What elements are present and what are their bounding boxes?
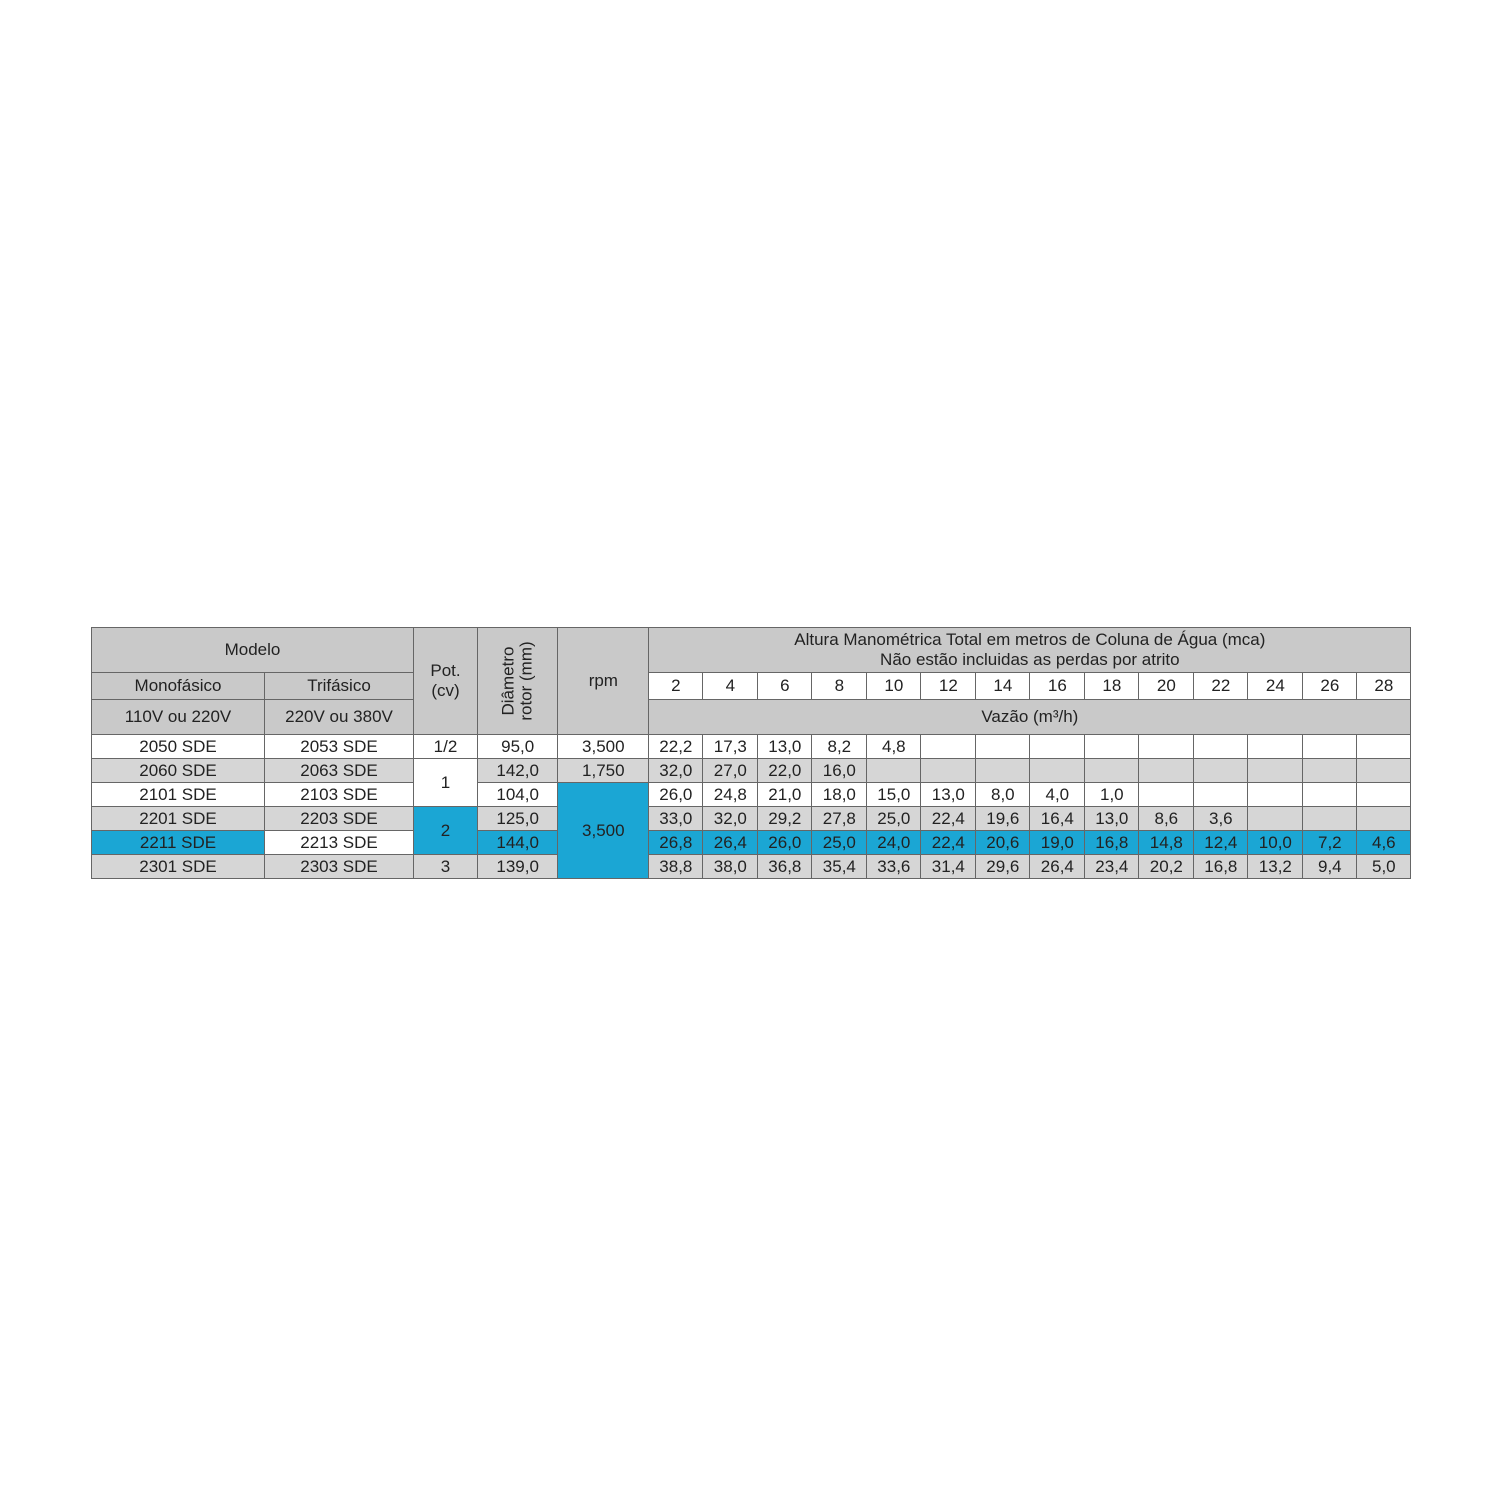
- tri-model-cell: 2063 SDE: [265, 759, 414, 783]
- modelo-header: Modelo: [92, 628, 414, 673]
- table-row: [92, 807, 1411, 831]
- altura-value-cell: 22,2: [649, 735, 703, 759]
- pot-header-line1: Pot.: [430, 661, 461, 680]
- altura-value-cell: 3,6: [1194, 807, 1248, 831]
- altura-value-cell: 33,6: [867, 855, 921, 879]
- table-body: [92, 735, 1411, 879]
- table-row: [92, 831, 1411, 855]
- height-col-header: 12: [921, 673, 976, 700]
- altura-value-cell: 31,4: [921, 855, 976, 879]
- table-row: [92, 759, 1411, 783]
- altura-value-cell: 7,2: [1303, 831, 1357, 855]
- mono-model-cell: 2201 SDE: [92, 807, 265, 831]
- altura-value-cell: 14,8: [1139, 831, 1194, 855]
- pot-header-line2: (cv): [431, 681, 460, 700]
- altura-value-cell: [1357, 783, 1411, 807]
- altura-value-cell: [1248, 735, 1303, 759]
- altura-value-cell: [1303, 759, 1357, 783]
- tri-voltage-header: 220V ou 380V: [265, 700, 414, 735]
- altura-value-cell: 19,6: [976, 807, 1030, 831]
- altura-value-cell: 33,0: [649, 807, 703, 831]
- height-col-header: 2: [649, 673, 703, 700]
- rpm-cell: 3,500: [558, 783, 649, 879]
- altura-value-cell: [1194, 735, 1248, 759]
- altura-value-cell: 26,8: [649, 831, 703, 855]
- altura-value-cell: 17,3: [703, 735, 758, 759]
- altura-value-cell: 35,4: [812, 855, 867, 879]
- rpm-cell: 3,500: [558, 735, 649, 759]
- altura-value-cell: 13,0: [1085, 807, 1139, 831]
- diametro-cell: 139,0: [478, 855, 558, 879]
- diametro-header-line2: rotor (mm): [516, 640, 536, 721]
- altura-value-cell: [1194, 783, 1248, 807]
- altura-value-cell: 1,0: [1085, 783, 1139, 807]
- mono-voltage-header: 110V ou 220V: [92, 700, 265, 735]
- monofasico-header: Monofásico: [92, 673, 265, 700]
- altura-value-cell: 10,0: [1248, 831, 1303, 855]
- altura-value-cell: [1357, 807, 1411, 831]
- mono-model-cell: 2211 SDE: [92, 831, 265, 855]
- tri-model-cell: 2303 SDE: [265, 855, 414, 879]
- table-row: [92, 855, 1411, 879]
- altura-value-cell: 15,0: [867, 783, 921, 807]
- altura-value-cell: [1303, 735, 1357, 759]
- altura-value-cell: 8,2: [812, 735, 867, 759]
- altura-value-cell: 24,8: [703, 783, 758, 807]
- diametro-header: [478, 628, 558, 735]
- altura-value-cell: 13,0: [758, 735, 812, 759]
- mono-model-cell: 2101 SDE: [92, 783, 265, 807]
- height-col-header: 10: [867, 673, 921, 700]
- altura-value-cell: 25,0: [867, 807, 921, 831]
- altura-value-cell: [1030, 735, 1085, 759]
- altura-value-cell: 22,0: [758, 759, 812, 783]
- tri-model-cell: 2203 SDE: [265, 807, 414, 831]
- altura-value-cell: [1357, 735, 1411, 759]
- tri-model-cell: 2213 SDE: [265, 831, 414, 855]
- altura-value-cell: 22,4: [921, 831, 976, 855]
- altura-value-cell: [921, 735, 976, 759]
- vazao-header: Vazão (m³/h): [649, 700, 1411, 735]
- altura-value-cell: 18,0: [812, 783, 867, 807]
- altura-value-cell: 32,0: [703, 807, 758, 831]
- height-col-header: 20: [1139, 673, 1194, 700]
- altura-header-line1: Altura Manométrica Total em metros de Coluna de Água (mca): [794, 630, 1266, 649]
- pot-cell: 1: [414, 759, 478, 807]
- altura-value-cell: [1357, 759, 1411, 783]
- altura-value-cell: 38,0: [703, 855, 758, 879]
- trifasico-header: Trifásico: [265, 673, 414, 700]
- altura-value-cell: [1085, 735, 1139, 759]
- diametro-cell: 142,0: [478, 759, 558, 783]
- diametro-cell: 144,0: [478, 831, 558, 855]
- height-col-header: 6: [758, 673, 812, 700]
- altura-value-cell: 12,4: [1194, 831, 1248, 855]
- altura-value-cell: [1194, 759, 1248, 783]
- height-col-header: 8: [812, 673, 867, 700]
- table-row: [92, 783, 1411, 807]
- altura-value-cell: 20,2: [1139, 855, 1194, 879]
- altura-value-cell: 13,0: [921, 783, 976, 807]
- altura-value-cell: [1303, 807, 1357, 831]
- altura-value-cell: 13,2: [1248, 855, 1303, 879]
- rpm-header: rpm: [558, 628, 649, 735]
- altura-value-cell: 20,6: [976, 831, 1030, 855]
- altura-value-cell: [1248, 807, 1303, 831]
- tri-model-cell: 2103 SDE: [265, 783, 414, 807]
- altura-value-cell: 4,8: [867, 735, 921, 759]
- diametro-header-line1: Diâmetro: [498, 646, 518, 715]
- altura-value-cell: [976, 759, 1030, 783]
- altura-value-cell: 29,2: [758, 807, 812, 831]
- altura-value-cell: [921, 759, 976, 783]
- altura-value-cell: [1085, 759, 1139, 783]
- altura-value-cell: 27,0: [703, 759, 758, 783]
- altura-value-cell: [976, 735, 1030, 759]
- pot-cell: 2: [414, 807, 478, 855]
- pump-performance-table: [91, 627, 1411, 879]
- height-col-header: 24: [1248, 673, 1303, 700]
- height-col-header: 16: [1030, 673, 1085, 700]
- height-col-header: 14: [976, 673, 1030, 700]
- altura-value-cell: 26,4: [1030, 855, 1085, 879]
- altura-value-cell: 16,8: [1085, 831, 1139, 855]
- pot-header: [414, 628, 478, 735]
- altura-value-cell: 29,6: [976, 855, 1030, 879]
- pot-cell: 3: [414, 855, 478, 879]
- altura-value-cell: [1248, 783, 1303, 807]
- rpm-cell: 1,750: [558, 759, 649, 783]
- altura-value-cell: 26,4: [703, 831, 758, 855]
- altura-value-cell: 26,0: [758, 831, 812, 855]
- diametro-cell: 125,0: [478, 807, 558, 831]
- altura-value-cell: [1139, 783, 1194, 807]
- height-col-header: 18: [1085, 673, 1139, 700]
- tri-model-cell: 2053 SDE: [265, 735, 414, 759]
- altura-value-cell: 23,4: [1085, 855, 1139, 879]
- altura-header-line2: Não estão incluidas as perdas por atrito: [880, 650, 1180, 669]
- altura-value-cell: 8,0: [976, 783, 1030, 807]
- altura-value-cell: [1030, 759, 1085, 783]
- altura-value-cell: 4,0: [1030, 783, 1085, 807]
- altura-value-cell: 32,0: [649, 759, 703, 783]
- mono-model-cell: 2301 SDE: [92, 855, 265, 879]
- pot-cell: 1/2: [414, 735, 478, 759]
- altura-value-cell: 22,4: [921, 807, 976, 831]
- altura-value-cell: [1139, 735, 1194, 759]
- table-row: [92, 735, 1411, 759]
- mono-model-cell: 2050 SDE: [92, 735, 265, 759]
- altura-value-cell: 5,0: [1357, 855, 1411, 879]
- mono-model-cell: 2060 SDE: [92, 759, 265, 783]
- height-col-header: 26: [1303, 673, 1357, 700]
- altura-value-cell: 26,0: [649, 783, 703, 807]
- altura-value-cell: 25,0: [812, 831, 867, 855]
- altura-value-cell: [1139, 759, 1194, 783]
- altura-value-cell: 36,8: [758, 855, 812, 879]
- altura-value-cell: 4,6: [1357, 831, 1411, 855]
- height-col-header: 4: [703, 673, 758, 700]
- altura-value-cell: 16,4: [1030, 807, 1085, 831]
- altura-value-cell: [867, 759, 921, 783]
- altura-value-cell: 9,4: [1303, 855, 1357, 879]
- altura-value-cell: 38,8: [649, 855, 703, 879]
- diametro-cell: 95,0: [478, 735, 558, 759]
- altura-value-cell: 19,0: [1030, 831, 1085, 855]
- altura-value-cell: 16,0: [812, 759, 867, 783]
- altura-value-cell: 8,6: [1139, 807, 1194, 831]
- diametro-cell: 104,0: [478, 783, 558, 807]
- altura-value-cell: 21,0: [758, 783, 812, 807]
- altura-value-cell: 27,8: [812, 807, 867, 831]
- altura-header: [649, 628, 1411, 673]
- altura-value-cell: [1248, 759, 1303, 783]
- altura-value-cell: [1303, 783, 1357, 807]
- altura-value-cell: 16,8: [1194, 855, 1248, 879]
- height-col-header: 28: [1357, 673, 1411, 700]
- altura-value-cell: 24,0: [867, 831, 921, 855]
- height-col-header: 22: [1194, 673, 1248, 700]
